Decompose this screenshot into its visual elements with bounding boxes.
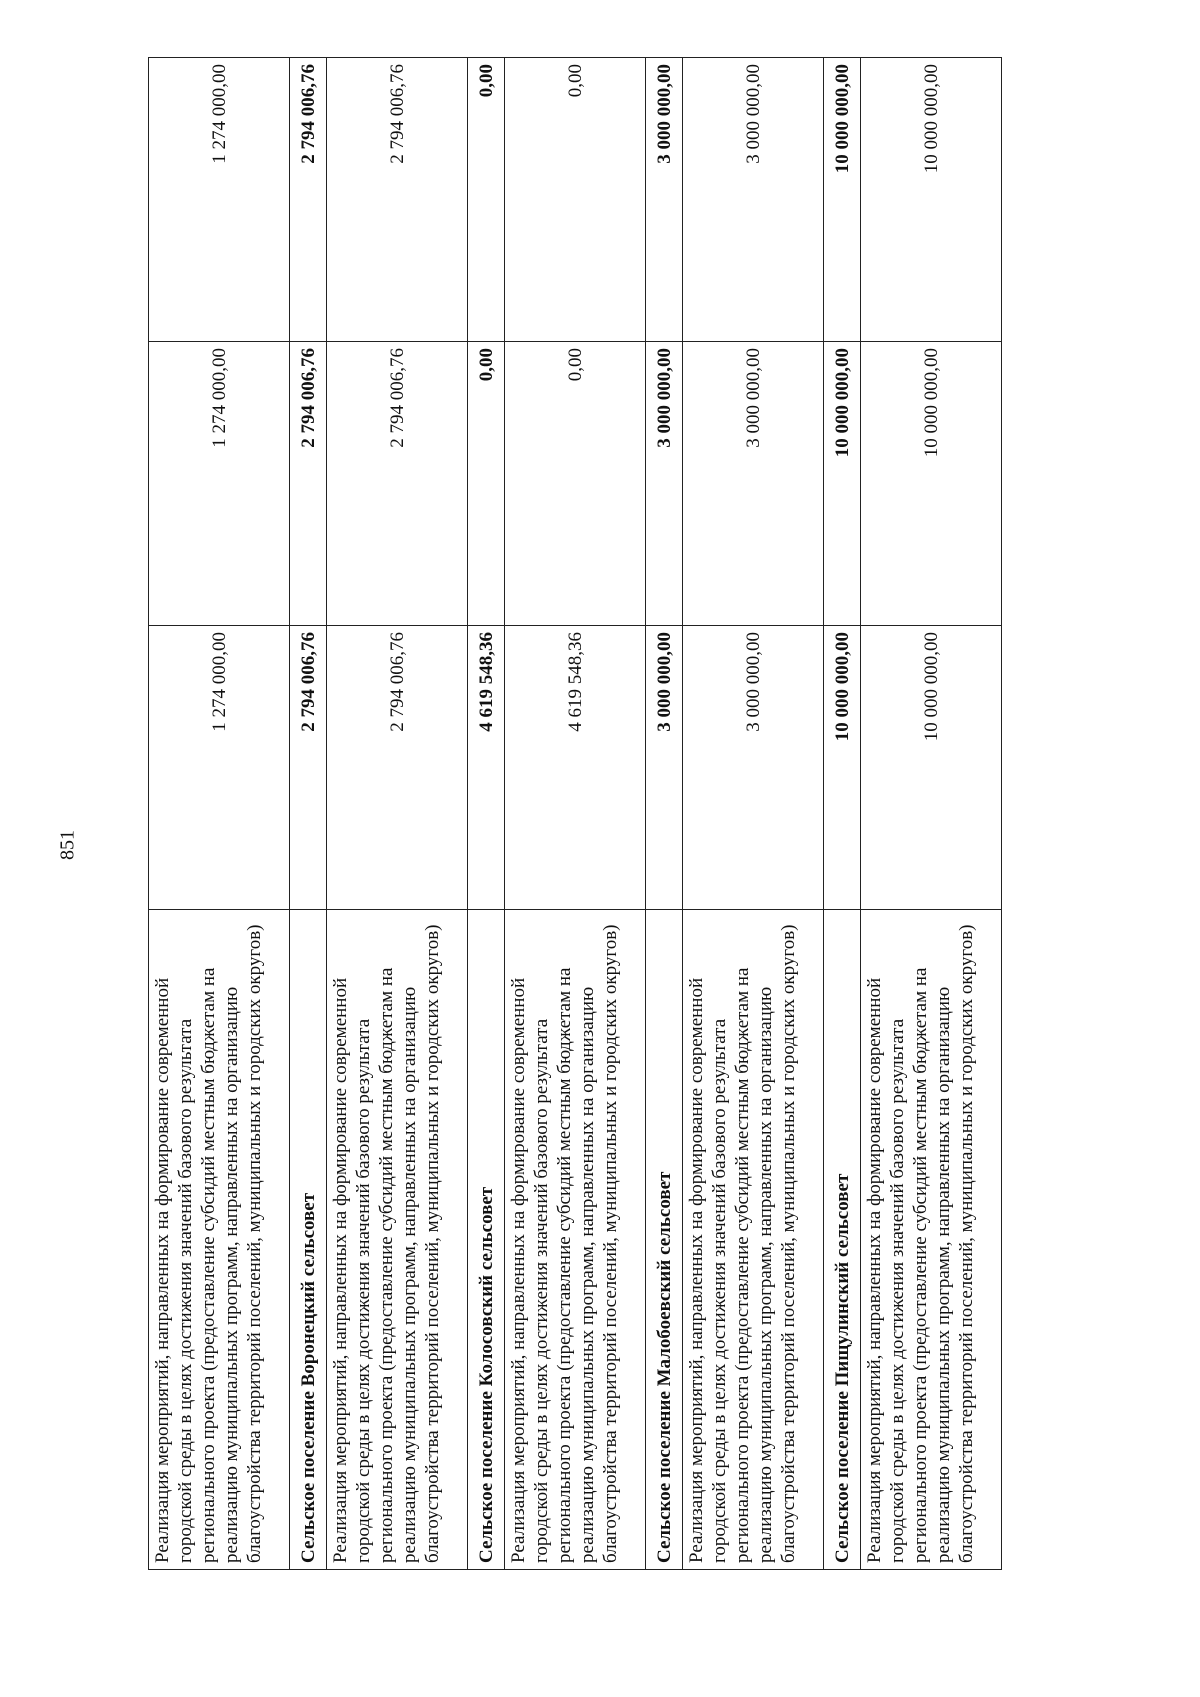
section-title: Сельское поселение Малобоевский сельсовет [646, 910, 683, 1570]
table-row-section [468, 58, 505, 1570]
rotated-table-wrapper [148, 58, 1068, 1570]
row-value-3: 3 000 000,00 [683, 58, 824, 342]
section-value-1: 2 794 006,76 [290, 626, 327, 910]
table-row [861, 58, 1002, 1570]
table-container [148, 58, 1068, 1570]
section-value-1: 4 619 548,36 [468, 626, 505, 910]
row-value-1: 3 000 000,00 [683, 626, 824, 910]
row-description: Реализация мероприятий, направленных на формирование современной городской среды в целях достижения значений базового результата регионального проекта (предоставление субсидий местным бюджетам на реализацию муниципальных программ, направленных на организацию благоустройства территорий поселений, муниципальных и городских округов) [861, 910, 1002, 1570]
row-value-1: 10 000 000,00 [861, 626, 1002, 910]
row-description: Реализация мероприятий, направленных на формирование современной городской среды в целях достижения значений базового результата регионального проекта (предоставление субсидий местным бюджетам на реализацию муниципальных программ, направленных на организацию благоустройства территорий поселений, муниципальных и городских округов) [683, 910, 824, 1570]
row-value-3: 0,00 [505, 58, 646, 342]
section-value-3: 3 000 000,00 [646, 58, 683, 342]
page-number: 851 [56, 830, 79, 860]
section-value-2: 0,00 [468, 342, 505, 626]
budget-table [148, 57, 1002, 1570]
section-value-1: 10 000 000,00 [824, 626, 861, 910]
section-title: Сельское поселение Воронецкий сельсовет [290, 910, 327, 1570]
section-value-3: 10 000 000,00 [824, 58, 861, 342]
section-value-2: 10 000 000,00 [824, 342, 861, 626]
table-row [149, 58, 290, 1570]
section-value-1: 3 000 000,00 [646, 626, 683, 910]
row-value-3: 10 000 000,00 [861, 58, 1002, 342]
row-value-1: 1 274 000,00 [149, 626, 290, 910]
row-value-2: 10 000 000,00 [861, 342, 1002, 626]
table-row [683, 58, 824, 1570]
row-value-2: 2 794 006,76 [327, 342, 468, 626]
table-row [505, 58, 646, 1570]
row-value-3: 1 274 000,00 [149, 58, 290, 342]
section-value-3: 2 794 006,76 [290, 58, 327, 342]
section-value-2: 3 000 000,00 [646, 342, 683, 626]
table-row-section [646, 58, 683, 1570]
row-description: Реализация мероприятий, направленных на формирование современной городской среды в целях достижения значений базового результата регионального проекта (предоставление субсидий местным бюджетам на реализацию муниципальных программ, направленных на организацию благоустройства территорий поселений, муниципальных и городских округов) [327, 910, 468, 1570]
table-row [327, 58, 468, 1570]
section-title: Сельское поселение Пищулинский сельсовет [824, 910, 861, 1570]
row-description: Реализация мероприятий, направленных на формирование современной городской среды в целях достижения значений базового результата регионального проекта (предоставление субсидий местным бюджетам на реализацию муниципальных программ, направленных на организацию благоустройства территорий поселений, муниципальных и городских округов) [505, 910, 646, 1570]
row-value-2: 3 000 000,00 [683, 342, 824, 626]
section-value-2: 2 794 006,76 [290, 342, 327, 626]
row-value-2: 0,00 [505, 342, 646, 626]
table-row-section [824, 58, 861, 1570]
row-value-3: 2 794 006,76 [327, 58, 468, 342]
section-title: Сельское поселение Колосовский сельсовет [468, 910, 505, 1570]
row-value-1: 2 794 006,76 [327, 626, 468, 910]
table-row-section [290, 58, 327, 1570]
section-value-3: 0,00 [468, 58, 505, 342]
row-value-1: 4 619 548,36 [505, 626, 646, 910]
row-description: Реализация мероприятий, направленных на формирование современной городской среды в целях достижения значений базового результата регионального проекта (предоставление субсидий местным бюджетам на реализацию муниципальных программ, направленных на организацию благоустройства территорий поселений, муниципальных и городских округов) [149, 910, 290, 1570]
row-value-2: 1 274 000,00 [149, 342, 290, 626]
